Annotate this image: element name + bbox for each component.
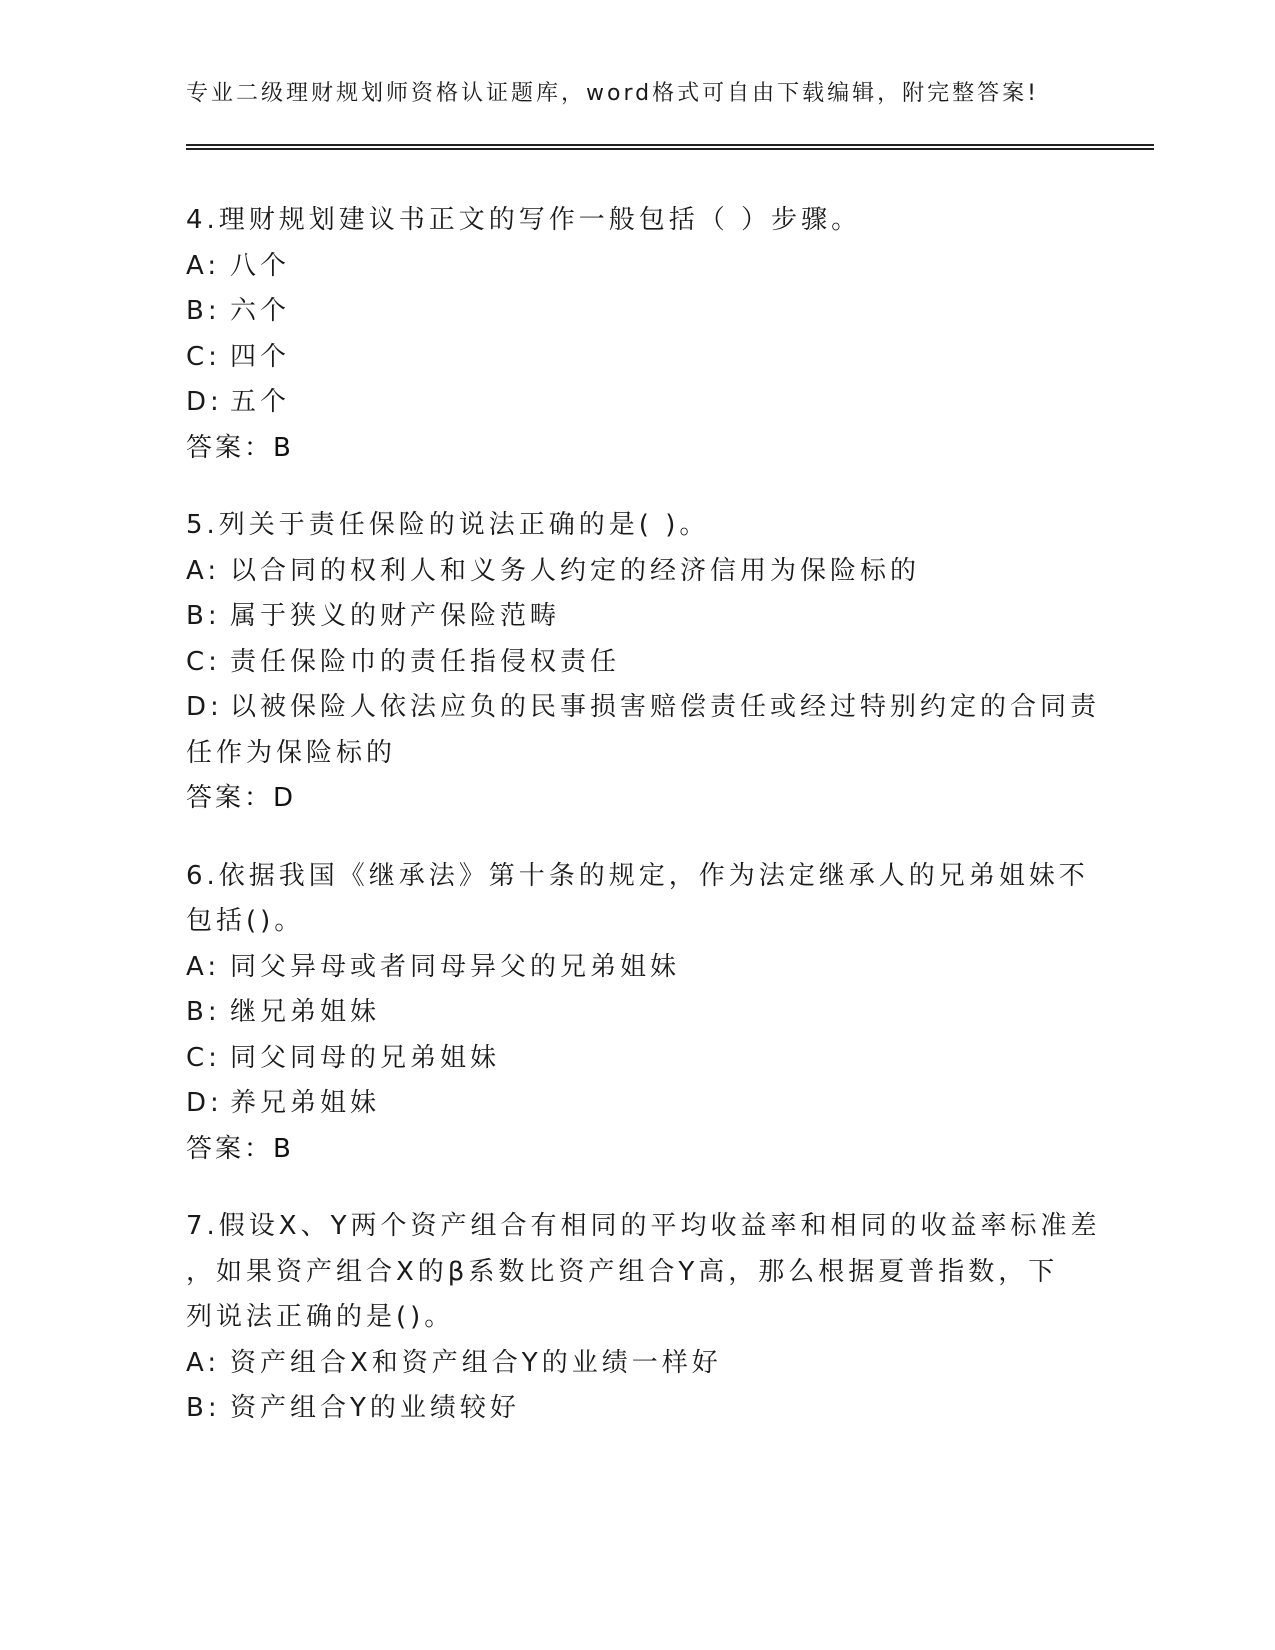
- option-key: D:: [186, 1088, 223, 1118]
- option-key: A:: [186, 951, 221, 982]
- question-stem: 7.假设X、Y两个资产组合有相同的平均收益率和相同的收益率标准差: [186, 1211, 1101, 1241]
- option-text: 资产组合Y的业绩较好: [230, 1393, 520, 1423]
- question-4: [186, 198, 1086, 471]
- option-c: [186, 335, 1086, 381]
- option-key: D:: [186, 387, 223, 417]
- option-text: 资产组合X和资产组合Y的业绩一样好: [230, 1347, 722, 1378]
- option-b: [186, 1386, 1086, 1432]
- option-key: C:: [186, 1042, 221, 1073]
- question-5: [186, 503, 1101, 822]
- answer-line: 答案：D: [186, 783, 297, 813]
- option-d-continued: 任作为保险标的: [186, 737, 397, 768]
- option-a: [186, 1341, 1086, 1387]
- option-b: [186, 594, 1086, 640]
- answer-line: 答案：B: [186, 1133, 294, 1164]
- option-key: D:: [186, 692, 223, 722]
- option-text: 六个: [230, 296, 291, 326]
- option-key: A:: [186, 555, 221, 586]
- option-text: 八个: [230, 250, 291, 281]
- question-stem-continued: 列说法正确的是()。: [186, 1302, 455, 1332]
- option-d: [186, 685, 1101, 731]
- question-list: [186, 198, 1101, 1464]
- option-c: [186, 640, 1086, 686]
- question-6: [186, 854, 1089, 1173]
- option-key: B:: [186, 296, 221, 326]
- question-stem-continued: 包括()。: [186, 906, 305, 936]
- question-stem: 4.理财规划建议书正文的写作一般包括（ ）步骤。: [186, 205, 862, 235]
- option-key: B:: [186, 997, 221, 1027]
- option-text: 五个: [230, 387, 291, 417]
- answer-line: 答案：B: [186, 432, 294, 463]
- option-a: [186, 945, 1086, 991]
- option-d: [186, 1081, 1086, 1127]
- option-b: [186, 990, 1086, 1036]
- question-stem: 6.依据我国《继承法》第十条的规定，作为法定继承人的兄弟姐妹不: [186, 860, 1089, 891]
- option-text: 同父异母或者同母异父的兄弟姐妹: [230, 951, 681, 982]
- page-header-title: 专业二级理财规划师资格认证题库，word格式可自由下载编辑，附完整答案!: [186, 81, 1039, 106]
- option-key: C:: [186, 341, 221, 372]
- question-stem: 5.列关于责任保险的说法正确的是( )。: [186, 510, 710, 540]
- option-key: B:: [186, 601, 221, 631]
- option-b: [186, 289, 1086, 335]
- option-text: 养兄弟姐妹: [230, 1088, 381, 1118]
- option-a: [186, 244, 1086, 290]
- option-text: 以合同的权利人和义务人约定的经济信用为保险标的: [230, 555, 921, 586]
- option-text: 同父同母的兄弟姐妹: [230, 1042, 501, 1073]
- question-7: [186, 1204, 1101, 1432]
- option-d: [186, 380, 1086, 426]
- option-key: B:: [186, 1393, 221, 1423]
- question-stem-continued: ，如果资产组合X的β系数比资产组合Y高，那么根据夏普指数，下: [186, 1256, 1059, 1287]
- option-a: [186, 549, 1086, 595]
- option-text: 继兄弟姐妹: [230, 997, 381, 1027]
- option-key: C:: [186, 646, 221, 677]
- option-key: A:: [186, 1347, 221, 1378]
- header-double-rule: [186, 144, 1154, 150]
- option-text: 责任保险巾的责任指侵权责任: [230, 646, 621, 677]
- option-text: 以被保险人依法应负的民事损害赔偿责任或经过特别约定的合同责: [230, 692, 1101, 722]
- option-text: 四个: [230, 341, 291, 372]
- option-c: [186, 1036, 1086, 1082]
- option-text: 属于狭义的财产保险范畴: [230, 601, 561, 631]
- option-key: A:: [186, 250, 221, 281]
